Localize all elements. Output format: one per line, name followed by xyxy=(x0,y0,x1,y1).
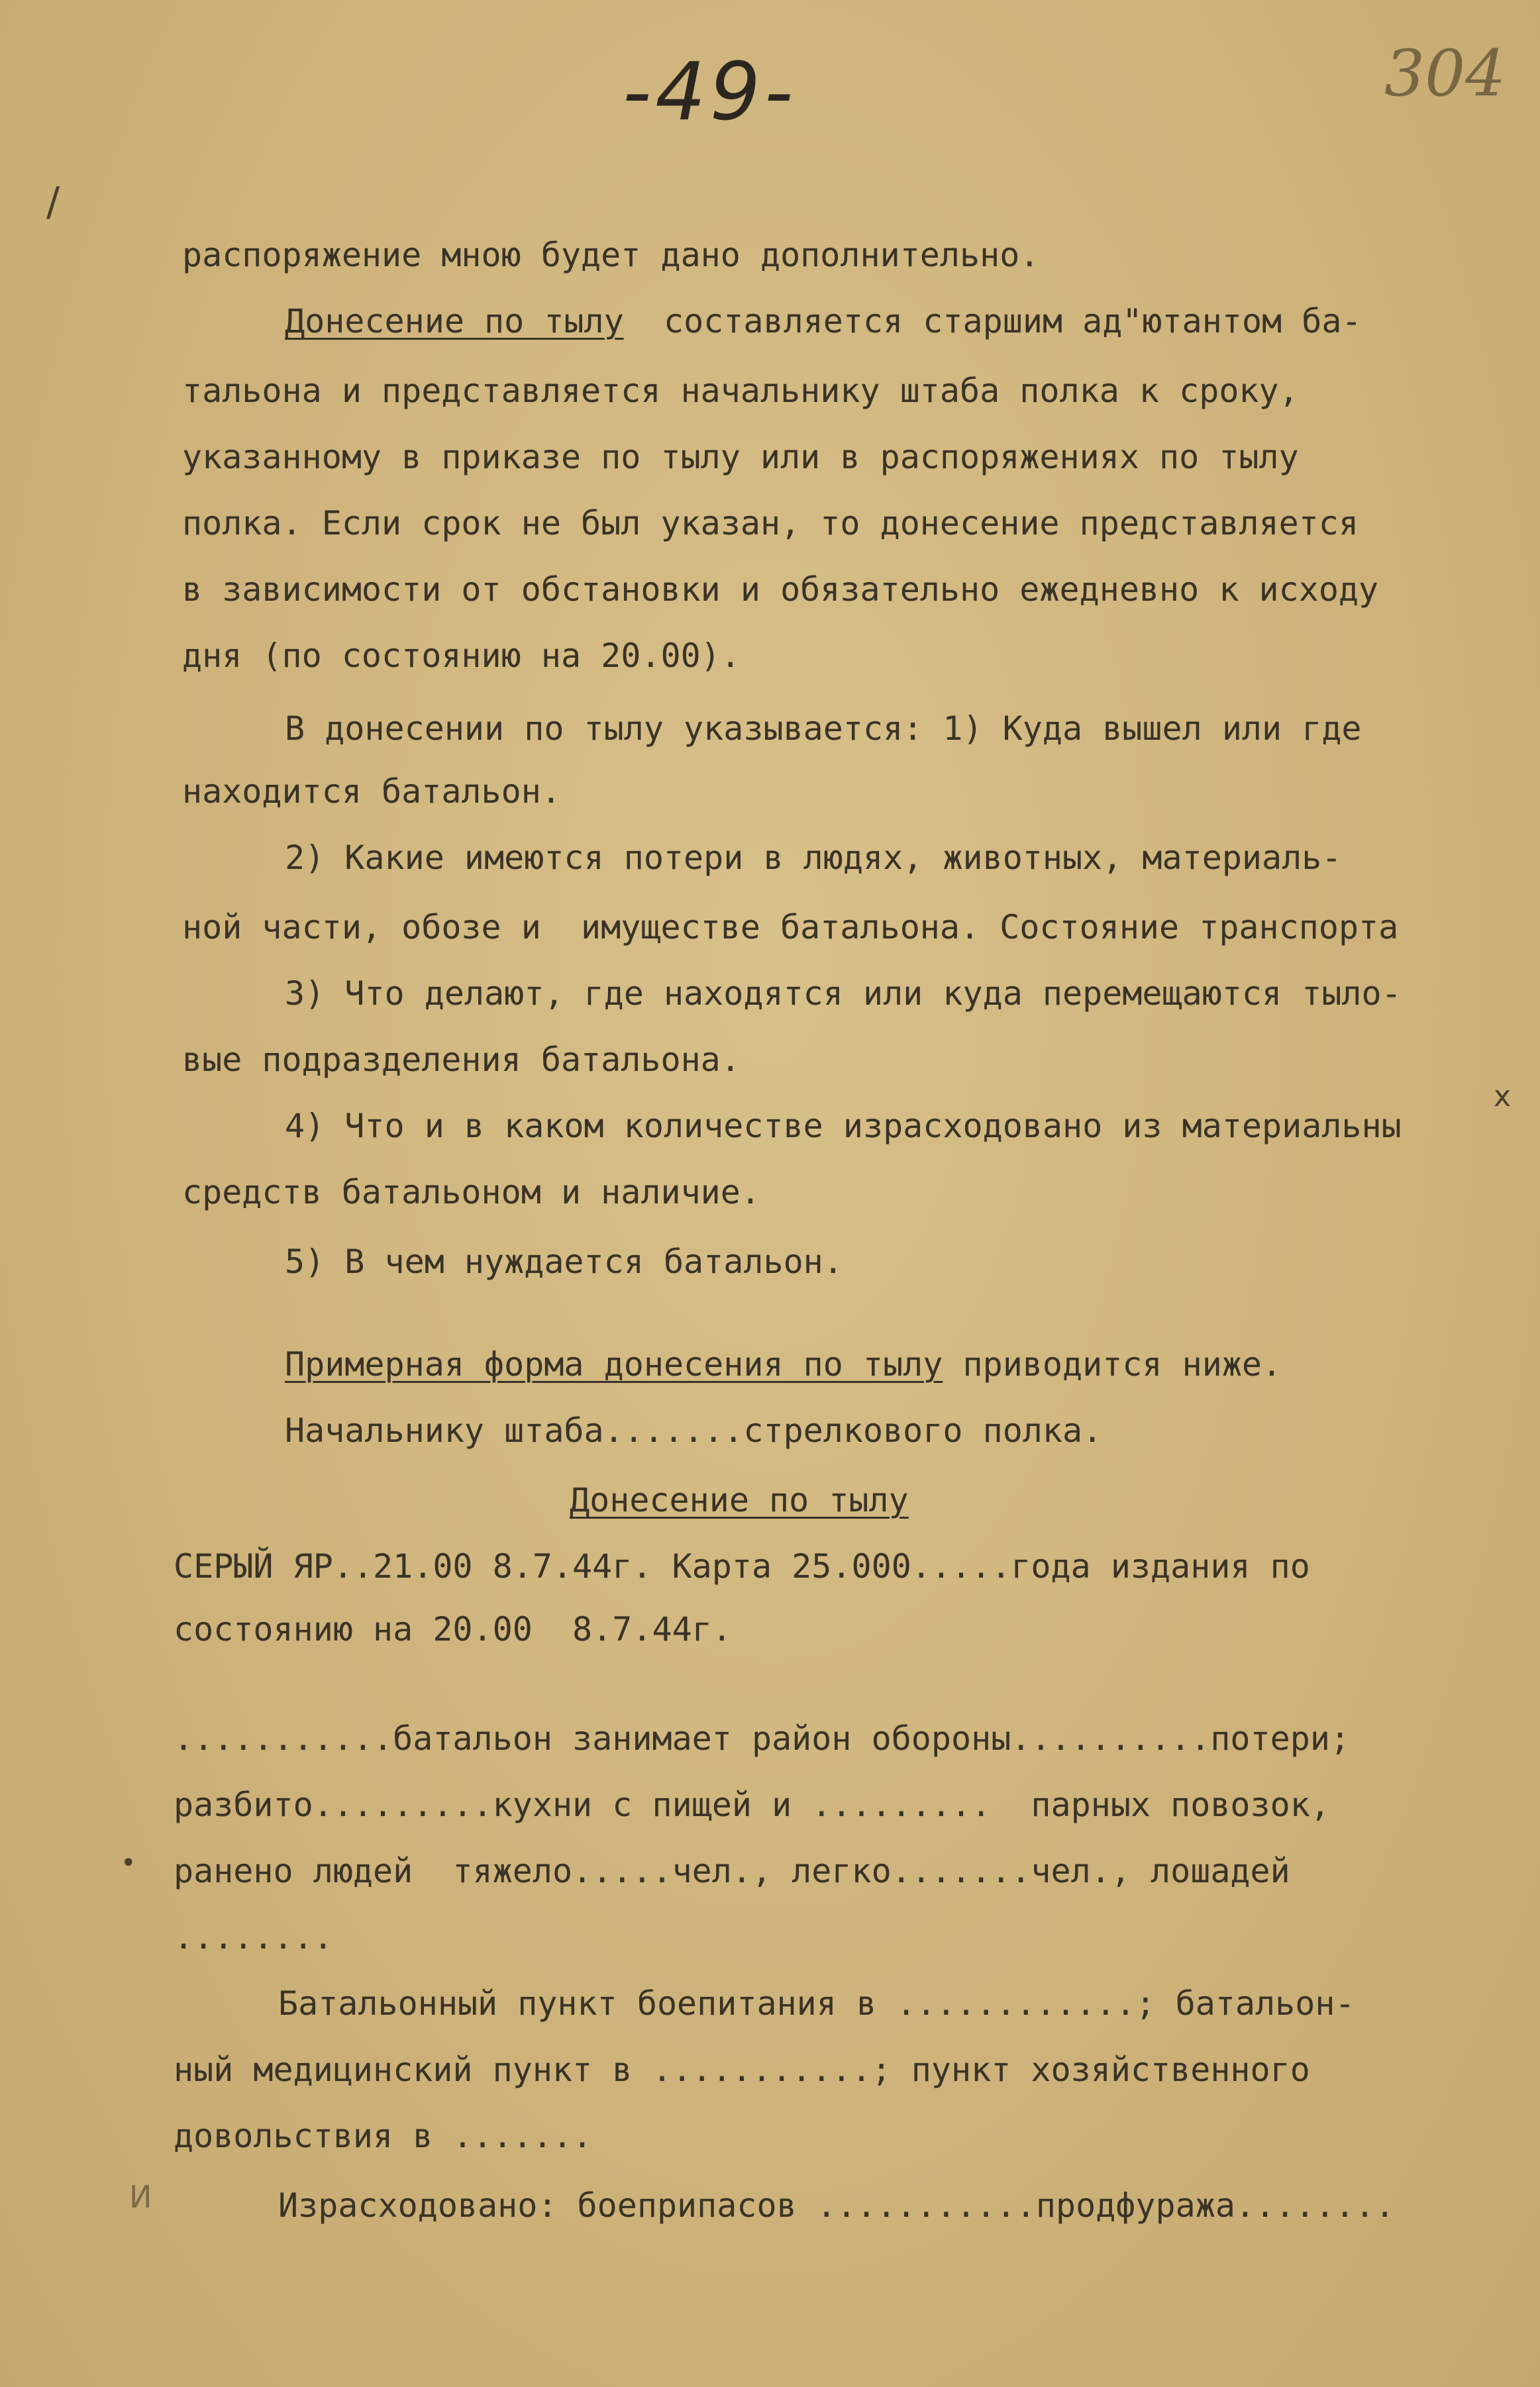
text-line: указанному в приказе по тылу или в распоряжениях по тылу xyxy=(182,438,1299,476)
text-line: Примерная форма донесения по тылу приводится ниже. xyxy=(285,1345,1282,1384)
text-line: разбито.........кухни с пищей и ......... парных повозок, xyxy=(174,1786,1330,1824)
underlined-form-title: Примерная форма донесения по тылу xyxy=(285,1345,943,1384)
text-line: дня (по состоянию на 20.00). xyxy=(182,636,741,675)
text-line: полка. Если срок не был указан, то донесение представляется xyxy=(182,504,1359,542)
text-line: Начальнику штаба.......стрелкового полка. xyxy=(285,1411,1103,1450)
text-line: распоряжение мною будет дано дополнительно. xyxy=(182,236,1040,274)
text-line: ...........батальон занимает район обороны..........потери; xyxy=(174,1719,1351,1758)
text-line: 4) Что и в каком количестве израсходовано из материальны xyxy=(285,1107,1402,1145)
text-line: довольствия в ....... xyxy=(174,2117,593,2155)
text-line: Донесение по тылу составляется старшим ад"ютантом ба- xyxy=(285,302,1362,340)
text-line: СЕРЫЙ ЯР..21.00 8.7.44г. Карта 25.000.....года издания по xyxy=(174,1547,1310,1586)
margin-x-mark: x xyxy=(1494,1080,1512,1113)
text-line: 5) В чем нуждается батальон. xyxy=(285,1243,843,1281)
text-line: ........ xyxy=(174,1918,333,1956)
text-line: ранено людей тяжело.....чел., легко.......чел., лошадей xyxy=(174,1852,1290,1890)
margin-letter-mark: И xyxy=(129,2179,152,2215)
text-line: 3) Что делают, где находятся или куда перемещаются тыло- xyxy=(285,974,1402,1013)
text-line: тальона и представляется начальнику штаба полка к сроку, xyxy=(182,372,1299,410)
text-line: Израсходовано: боеприпасов ...........продфуража........ xyxy=(278,2186,1395,2225)
text-line: вые подразделения батальона. xyxy=(182,1041,741,1079)
text-line: в зависимости от обстановки и обязательно ежедневно к исходу xyxy=(182,570,1379,609)
archive-number: 304 xyxy=(1384,36,1506,111)
bullet-mark: • xyxy=(121,1848,136,1878)
text-line: Батальонный пункт боепитания в ............; батальон- xyxy=(278,1984,1355,2023)
underlined-heading: Донесение по тылу xyxy=(285,302,624,340)
text-line: состоянию на 20.00 8.7.44г. xyxy=(174,1610,732,1649)
margin-mark: / xyxy=(46,179,60,225)
page-number: -49- xyxy=(623,46,797,138)
text-line: ной части, обозе и имуществе батальона. Состояние транспорта xyxy=(182,908,1399,946)
text-line: ный медицинский пункт в ...........; пункт хозяйственного xyxy=(174,2051,1310,2089)
text-line: В донесении по тылу указывается: 1) Куда вышел или где xyxy=(285,709,1362,748)
text-line: средств батальоном и наличие. xyxy=(182,1173,760,1211)
text-line: находится батальон. xyxy=(182,772,561,811)
report-heading: Донесение по тылу xyxy=(570,1481,909,1519)
text-line: 2) Какие имеются потери в людях, животных, материаль- xyxy=(285,838,1342,877)
